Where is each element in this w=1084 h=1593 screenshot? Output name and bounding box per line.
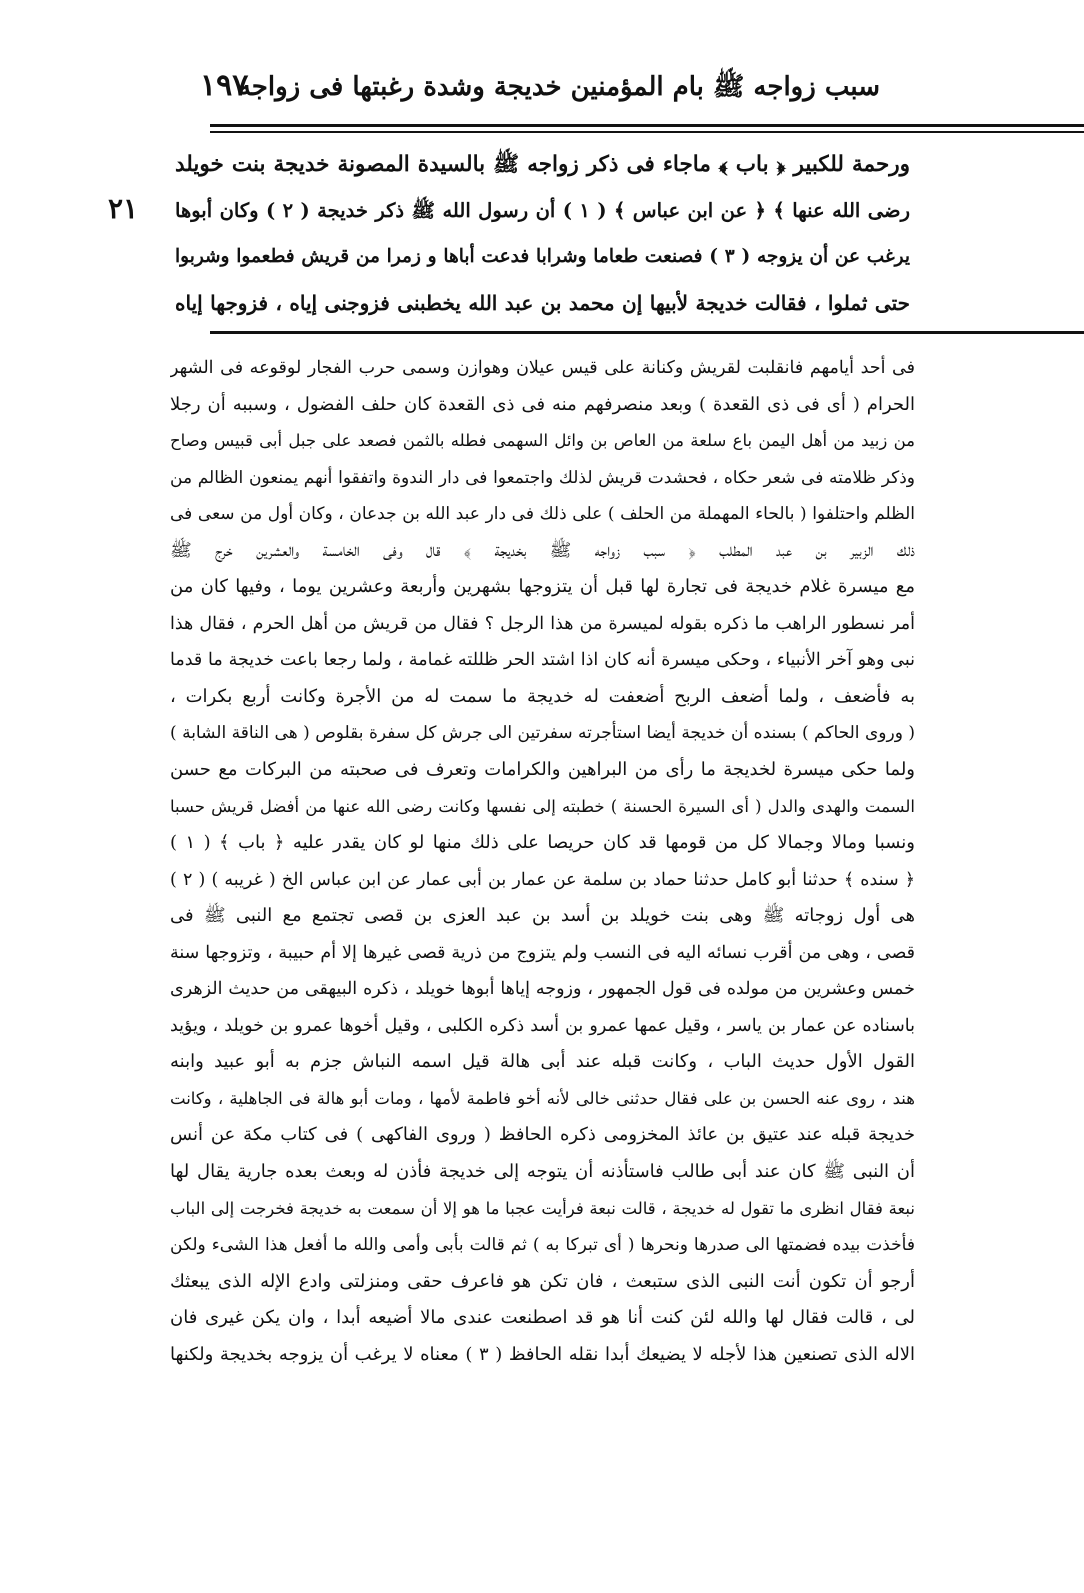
commentary-line: أن النبى ﷺ كان عند أبى طالب فاستأذنه أن يتوجه إلى خديجة فأذن له وبعث بعده جارية يقال لها: [170, 1161, 915, 1183]
commentary-line: الاله الذى تصنعين هذا لأجله لا يضيعك أبدا نقله الحافظ ( ٣ ) معناه لا يرغب أن يزوجه بخديجة ولكنها: [170, 1343, 915, 1365]
running-title: سبب زواجه ﷺ بام المؤمنين خديجة وشدة رغبتها فى زواجه: [237, 72, 880, 102]
commentary-line: [170, 1483, 915, 1520]
commentary-line: هى أول زوجاته ﷺ وهى بنت خويلد بن أسد بن عبد العزى بن قصى تجتمع مع النبى ﷺ فى: [170, 905, 915, 927]
hadith-line: حتى ثملوا ، فقالت خديجة لأبيها إن محمد بن عبد الله يخطبنى فزوجنى إياه ، فزوجها إياه: [175, 291, 910, 315]
commentary-line: أرجو أن تكون أنت النبى الذى ستبعث ، فان تكن هو فاعرف حقى ومنزلتى وادع الإله الذى يبعثك: [170, 1270, 915, 1292]
commentary-line: الحرام ( أى فى ذى القعدة ) وبعد منصرفهم منه فى ذى القعدة كان حلف الفضول ، وسببه أن رجلا: [170, 393, 915, 415]
commentary-line: نبعة فقال انظرى ما تقول له خديجة ، قالت نبعة فرأيت عجبا ما هو إلا أن سمعت به خديجة فخرجت إلى الباب: [170, 1198, 915, 1218]
commentary-line: مع ميسرة غلام خديجة فى تجارة لها قبل أن يتزوجها بشهرين وأربعة وعشرين يوما ، وفيها كان من: [170, 576, 915, 598]
commentary-line: فأخذت بيده فضمتها الى صدرها ونحرها ( أى تبركا به ) ثم قالت بأبى وأمى والله ما أفعل هذا الشىء ولكن: [170, 1235, 915, 1256]
commentary-line: قصى ، وهى من أقرب نسائه اليه فى النسب ولم يتزوج من ذرية قصى غيرها إلا أم حبيبة ، وتزوجها سنة: [170, 942, 915, 963]
commentary-text: [170, 350, 915, 1593]
commentary-line: فى أحد أيامهم فانقلبت لقريش وكنانة على قيس عيلان وهوازن وسمى حرب الفجار لوقوعه فى الشهر: [170, 358, 915, 378]
commentary-line: ذلك الزبير بن عبد المطلب ﴿ سبب زواجه ﷺ بخديجة ﴾ قال وفى الخامسة والعشرين خرج ﷺ: [170, 539, 915, 561]
commentary-divider: [210, 331, 1084, 334]
hadith-line: رضى الله عنها ﴾ ﴿ عن ابن عباس ﴾ ( ١ ) أن رسول الله ﷺ ذكر خديجة ( ٢ ) وكان أبوها: [175, 199, 910, 222]
commentary-line: [170, 1373, 915, 1410]
commentary-line: هند ، روى عنه الحسن بن على فقال حدثنى خالى لأنه أخو فاطمة لأمها ، ومات أبو هالة فى الجاهلية ، وكانت: [170, 1088, 915, 1108]
commentary-line: خديجة قبله عند عتيق بن عائذ المخزومى ذكره الحافظ ( وروى الفاكهى ) فى كتاب مكة عن أنس: [170, 1124, 915, 1146]
commentary-line: من زبيد من أهل اليمن باع سلعة من العاص بن وائل السهمى فطله بالثمن فصعد على جبل أبى قبيس وصاح: [170, 431, 915, 451]
header-divider: [210, 124, 1084, 127]
commentary-line: ﴿ سنده ﴾ حدثنا أبو كامل حدثنا حماد بن سلمة عن عمار بن أبى عمار عن ابن عباس الخ ( غريبه ) ( ٢ ): [170, 869, 915, 890]
commentary-line: السمت والهدى والدل ( أى السيرة الحسنة ) خطبته إلى نفسها وكانت رضى الله عنها من أفضل قريش حسبا: [170, 796, 915, 816]
commentary-line: وذكر ظلامته فى شعر حكاه ، فحشدت قريش لذلك واجتمعوا فى دار الندوة واتفقوا أنهم يمنعون الظالم من: [170, 467, 915, 488]
commentary-line: [170, 1446, 915, 1483]
commentary-line: ( وروى الحاكم ) بسنده أن خديجة أيضا استأجرته سفرتين الى جرش كل سفرة بقلوص ( هى الناقة الشابة ): [170, 723, 915, 744]
hadith-number: ٢١: [108, 192, 139, 225]
running-header: [200, 60, 880, 120]
hadith-line: يرغب عن أن يزوجه ( ٣ ) فصنعت طعاما وشرابا فدعت أباها و زمرا من قريش فطعموا وشربوا: [175, 246, 910, 267]
commentary-line: به فأضعف ، ولما أضعف الربح أضعفت له خديجة ما سمت له من الأجرة وكانت أربع بكرات ،: [170, 685, 915, 707]
commentary-line: ونسبا ومالا وجمالا كل من قومها قد كان حريصا على ذلك منها لو كان يقدر عليه ﴿ باب ﴾ ( ١ ): [170, 832, 915, 854]
hadith-text: [175, 142, 910, 326]
page-number: ١٩٧: [200, 68, 249, 103]
hadith-line: ورحمة للكبير ﴿ باب ﴾ ماجاء فى ذكر زواجه ﷺ بالسيدة المصونة خديجة بنت خويلد: [175, 152, 910, 177]
commentary-line: ولما حكى ميسرة لخديجة ما رأى من البراهين والكرامات وتعرف فى صحبته من البركات مع حسن: [170, 759, 915, 781]
commentary-line: أمر نسطور الراهب ما ذكره بقوله لميسرة من هذا الرجل ؟ فقال من قريش من أهل الحرم ، فقال هذا: [170, 613, 915, 634]
commentary-line: [170, 1410, 915, 1447]
commentary-line: الظلم واحتلفوا ( بالحاء المهملة من الحلف ) على ذلك فى دار عبد الله بن جدعان ، وكان أول من سعى فى: [170, 504, 915, 525]
commentary-line: لى ، قالت فقال لها والله لئن كنت أنا هو قد اصطنعت عندى مالا أضيعه أبدا ، وان يكن غيرى فان: [170, 1307, 915, 1329]
commentary-line: باسناده عن عمار بن ياسر ، وقيل عمها عمرو بن أسد ذكره الكلبى ، وقيل أخوها عمرو بن خويلد ، ويؤيد: [170, 1015, 915, 1036]
commentary-line: خمس وعشرين من مولده فى قول الجمهور ، وزوجه إياها أبوها خويلد ، ذكره البيهقى من حديث الزهرى: [170, 979, 915, 1000]
commentary-line: نبى وهو آخر الأنبياء ، وحكى ميسرة أنه كان اذا اشتد الحر ظللته غمامة ، ولما رجعا باعت خديجة ما قدما: [170, 650, 915, 671]
header-divider-thin: [210, 131, 1084, 133]
commentary-line: القول الأول حديث الباب ، وكانت قبله عند أبى هالة قيل اسمه النباش جزم به أبو عبيد وابنه: [170, 1051, 915, 1073]
commentary-line: [170, 1556, 915, 1593]
